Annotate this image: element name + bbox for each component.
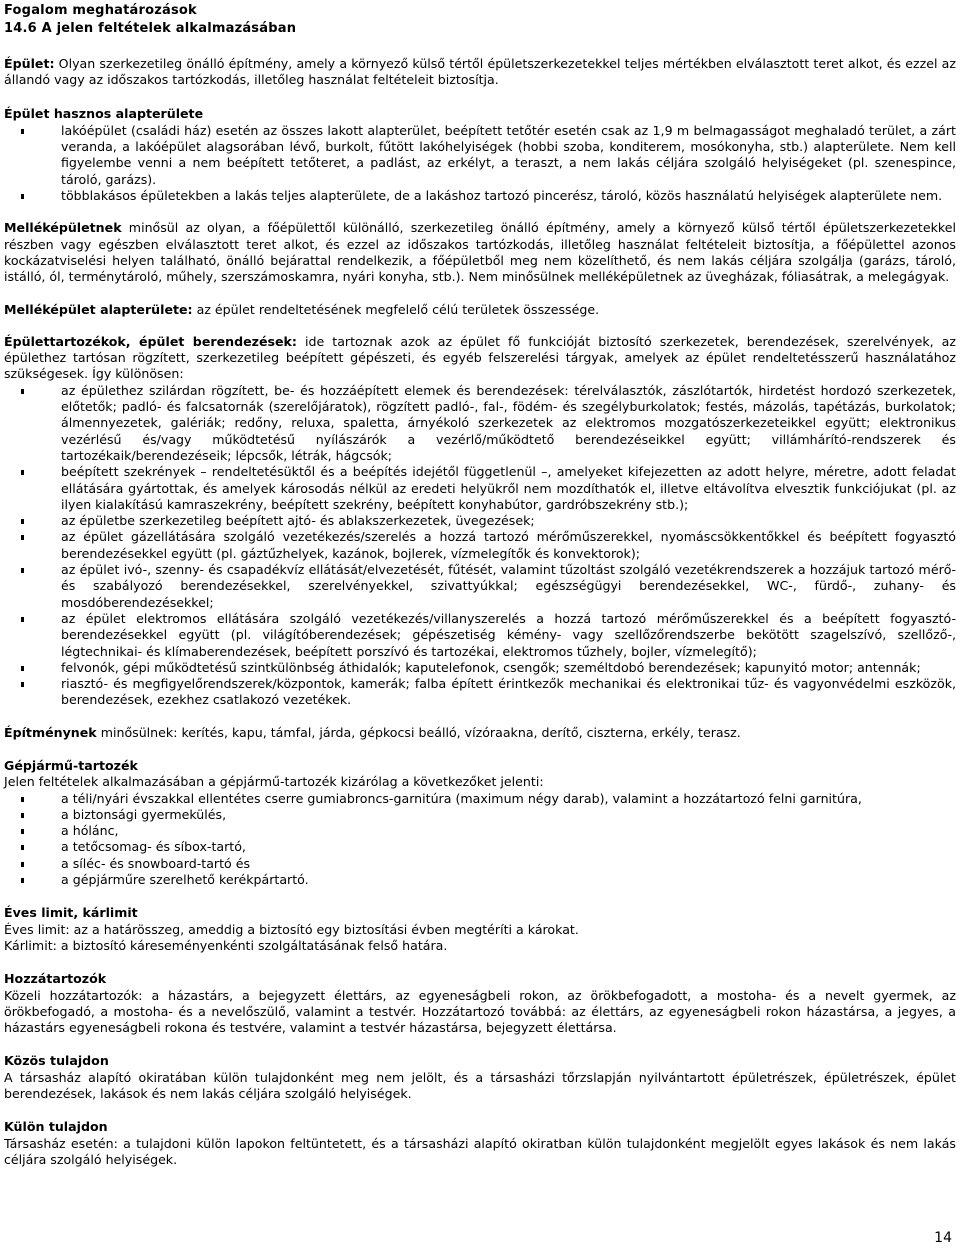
mellek-alap-term: Melléképület alapterülete:: [4, 301, 193, 317]
limit-line-1: Éves limit: az a határösszeg, ameddig a biztosító egy biztosítási évben megtéríti a károkat.: [4, 921, 579, 937]
list-item: lakóépület (családi ház) esetén az összes lakott alapterület, beépített tetőtér esetén csak az 1,9 m belmagasságot meghaladó terület, a zárt veranda, a lakóépület alagsorában lévő, burkolt, fűtött lakóhelyiségek (hobbi szoba, konditerem, mosókonyha, stb.) alapterülete. Nem kell figyelembe venni a nem beépített tetőteret, a padlást, az erkélyt, a teraszt, a nem lakás céljára szolgáló helyiségeket (pl. szenespince, tároló, garázs).: [4, 123, 956, 188]
mellek-text: minősül az olyan, a főépülettől különálló, szerkezetileg önálló építmény, amely a környező külső tértől épületszerkezetekkel részben vagy egészben elválasztott teret alkot, és ezzel az időszakos tartózkodás, illetőleg használat feltételeit biztosítja, a főépülettel azonos kockázatviselési helyen található, önálló bejárattal rendelkezik, a főépületből meg nem közelíthető, és nem lakás céljára szolgálja (garázs, tároló, istálló, ól, terménytároló, műhely, szerszámoskamra, nyári konyha, stb.). Nem minősülnek melléképületnek az üvegházak, fóliasátrak, a melegágyak.: [4, 220, 956, 285]
list-item: a síléc- és snowboard-tartó és: [4, 856, 956, 872]
section-title: 14.6 A jelen feltételek alkalmazásában: [4, 21, 297, 36]
epulet-definition: [4, 56, 956, 89]
tartozek-list: [4, 383, 956, 709]
mellek-definition: [4, 220, 956, 285]
kozos-heading: Közös tulajdon: [4, 1053, 109, 1069]
hozzatartozok-text: Közeli hozzátartozók: a házastárs, a bejegyzett élettárs, az egyeneságbeli rokon, az örökbefogadott, a mostoha- és a nevelt gyermek, az örökbefogadó, a mostoha- és a nevelőszülő, valamint a testvér. Hozzátartozó továbbá: az élettárs, az egyeneságbeli rokon házastársa, a jegyes, a házastárs egyeneságbeli rokona és testvére, valamint a testvér házastársa, bejegyzett élettársa.: [4, 987, 956, 1036]
mellek-alap-definition: [4, 302, 956, 318]
kozos-text: A társasház alapító okiratában külön tulajdonként meg nem jelölt, és a társasházi tőrzslapján nyilvántartott épületrészek, épületrészek, épület berendezések, lakások és nem lakás céljára szolgáló helyiségek.: [4, 1069, 956, 1102]
list-item: a tetőcsomag- és síbox-tartó,: [4, 839, 956, 855]
gepjarmu-list: [4, 791, 956, 889]
list-item: beépített szekrények – rendeltetésüktől és a beépítés idejétől függetlenül –, amelyeket kifejezetten az adott helyre, méretre, adott feladat ellátására gyártottak, és amelyek károsodás nélkül az eredeti helyükről nem mozdíthatók el, illetve eltávolítva elvesztik funkciójukat (pl. az ilyen kialakítású kamraszekrény, beépített szekrény, beépített konyhabútor, gardróbszekrény stb.);: [4, 464, 956, 513]
list-item: a téli/nyári évszakkal ellentétes cserre gumiabroncs-garnitúra (maximum négy darab), valamint a hozzátartozó felni garnitúra,: [4, 791, 956, 807]
hasznos-list: [4, 123, 956, 204]
mellek-term: Melléképületnek: [4, 220, 122, 236]
epulet-text: Olyan szerkezetileg önálló építmény, amely a környező külső tértől épületszerkezetekkel teljes mértékben elválasztott teret alkot, és ezzel az állandó vagy az időszakos tartózkodás, illetőleg használat feltételeit biztosítja.: [4, 56, 956, 88]
hozzatartozok-heading: Hozzátartozók: [4, 971, 107, 987]
list-item: a biztonsági gyermekülés,: [4, 807, 956, 823]
epitmeny-text: minősülnek: kerítés, kapu, támfal, járda, gépkocsi beálló, vízóraakna, derítő, ciszterna, erkély, terasz.: [96, 724, 741, 740]
kulon-text: Társasház esetén: a tulajdoni külön lapokon feltüntetett, és a társasházi alapító okiratban külön tulajdonként megjelölt egyes lakások és nem lakás céljára szolgáló helyiségek.: [4, 1135, 956, 1167]
list-item: az épület ivó-, szenny- és csapadékvíz ellátását/elvezetését, fűtését, valamint tűzoltást szolgáló vezetékrendszerek a hozzájuk tartozó mérő- és szabályozó berendezésekkel, szerelvényekkel, szivattyúkkal; egészségügyi berendezésekkel, WC-, fürdő-, zuhany- és mosdóberendezésekkel;: [4, 562, 956, 611]
tartozek-term: Épülettartozékok, épület berendezések:: [4, 333, 297, 349]
list-item: az épület elektromos ellátására szolgáló vezetékezés/villanyszerelés a hozzá tartozó mérőműszerekkel és a beépített fogyasztó-berendezésekkel együtt (pl. világítóberendezések; gépészetiség kémény- vagy szellőzőrendszerbe bekötött szagelszívó, szellőző-, légtechnikai- és klímaberendezések, beépített porszívó és tartozékai, elektromos tűzhely, bojler, vízmelegítő);: [4, 611, 956, 660]
epulet-term: Épület:: [4, 56, 55, 71]
list-item: felvonók, gépi működtetésű szintkülönbség áthidalók; kaputelefonok, csengők; személtdobó berendezések; kapunyitó motor; antennák;: [4, 660, 956, 676]
gepjarmu-intro: Jelen feltételek alkalmazásában a gépjármű-tartozék kizárólag a következőket jelenti:: [4, 774, 544, 790]
tartozek-definition: [4, 334, 956, 383]
gepjarmu-heading: Gépjármű-tartozék: [4, 757, 138, 773]
document-page: [4, 0, 956, 1168]
hasznos-heading: Épület hasznos alapterülete: [4, 105, 204, 121]
kulon-heading: Külön tulajdon: [4, 1119, 108, 1135]
list-item: a gépjárműre szerelhető kerékpártartó.: [4, 872, 956, 888]
page-number: 14: [934, 1229, 952, 1246]
chapter-title: Fogalom meghatározások: [4, 3, 197, 18]
mellek-alap-text: az épület rendeltetésének megfelelő célú területek összessége.: [192, 301, 600, 317]
list-item: a hólánc,: [4, 823, 956, 839]
epitmeny-definition: [4, 725, 956, 741]
list-item: az épület gázellátására szolgáló vezetékezés/szerelés a hozzá tartozó mérőműszerekkel, nyomáscsökkentőkkel és beépített fogyasztó berendezésekkel együtt (pl. gáztűzhelyek, kazánok, bojlerek, vízmelegítők és konvektorok);: [4, 529, 956, 562]
epitmeny-term: Építménynek: [4, 724, 97, 740]
limit-heading: Éves limit, kárlimit: [4, 905, 138, 921]
tartozek-text: ide tartoznak azok az épület fő funkcióját biztosító szerkezetek, berendezések, szerelvények, az épülethez tartósan rögzített, szerkezetileg beépített gépészeti, és egyéb felszerelési tárgyak, amelyek az épület rendeltetésszerű használatához szükségesek. Így különösen:: [4, 333, 956, 382]
list-item: riasztó- és megfigyelőrendszerek/központok, kamerák; falba épített érintkezők mechanikai és elektronikai tűz- és vagyonvédelmi eszközök, berendezések, ezekhez csatlakozó vezetékek.: [4, 676, 956, 709]
list-item: az épületbe szerkezetileg beépített ajtó- és ablakszerkezetek, üvegezések;: [4, 513, 956, 529]
limit-line-2: Kárlimit: a biztosító káreseményenkénti szolgáltatásának felső határa.: [4, 937, 448, 953]
list-item: többlakásos épületekben a lakás teljes alapterülete, de a lakáshoz tartozó pincerész, tároló, közös használatú helyiségek alapterülete nem.: [4, 188, 956, 204]
list-item: az épülethez szilárdan rögzített, be- és hozzáépített elemek és berendezések: térelválasztók, zászlótartók, hirdetést hordozó szerkezetek, előtetők; padló- és falcsatornák (szerelőjáratok), rögzített padló-, fal-, födém- és szegélyburkolatok; festés, mázolás, tapétázás, burkolatok; álmennyezetek, galériák; redőny, reluxa, spaletta, árnyékoló szerkezetek az elektromos mozgatószerkezeteikkel együtt; elektronikus vezérlésű és/vagy működtetésű nyílászárók a vezérlő/működtető berendezéseikkel együtt; villámhárító-rendszerek és tartozékaik/berendezéseik; lépcsők, létrák, hágcsók;: [4, 383, 956, 464]
